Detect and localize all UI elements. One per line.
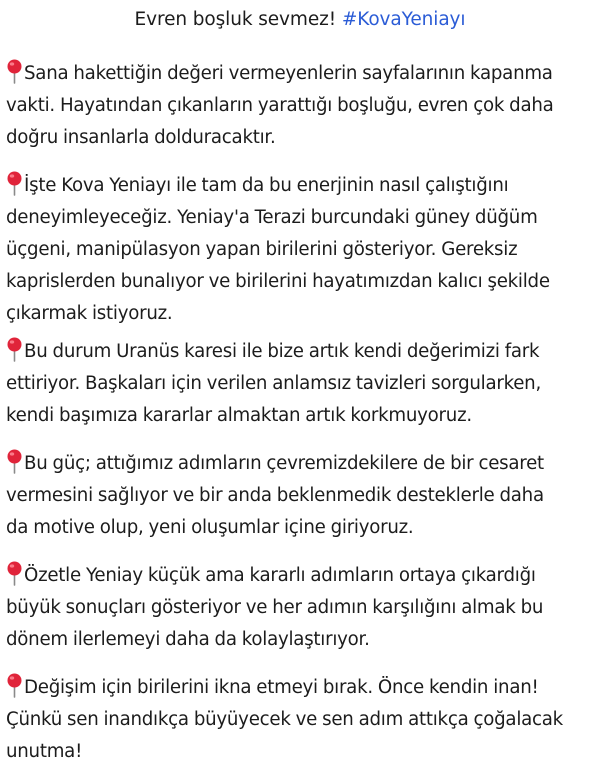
- paragraph-line: [6, 58, 596, 90]
- line-text: dönem ilerlemeyi daha da kolaylaştırıyor.: [6, 629, 370, 650]
- bullet-paragraph: [6, 448, 596, 544]
- paragraph-line: [6, 624, 596, 656]
- line-text: unutma!: [6, 741, 83, 762]
- paragraph-line: [6, 202, 596, 234]
- paragraph-line: [6, 170, 596, 202]
- bullet-paragraph: [6, 560, 596, 656]
- line-text: İşte Kova Yeniayı ile tam da bu enerjinin nasıl çalıştığını: [24, 175, 509, 196]
- round-pushpin-icon: [6, 449, 23, 474]
- paragraph-line: [6, 512, 596, 544]
- line-text: Sana hakettiğin değeri vermeyenlerin sayfalarının kapanma: [24, 63, 553, 84]
- paragraph-line: [6, 672, 596, 704]
- line-text: Bu durum Uranüs karesi ile bize artık kendi değerimizi fark: [24, 341, 540, 362]
- paragraph-line: [6, 704, 596, 736]
- round-pushpin-icon: [6, 673, 23, 698]
- line-text: ettiriyor. Başkaları için verilen anlamsız tavizleri sorgularken,: [6, 373, 541, 394]
- line-text: büyük sonuçları gösteriyor ve her adımın karşılığını almak bu: [6, 597, 544, 618]
- line-text: kendi başımıza kararlar almaktan artık korkmuyoruz.: [6, 405, 472, 426]
- hashtag-link[interactable]: #KovaYeniayı: [341, 9, 466, 30]
- line-text: üçgeni, manipülasyon yapan birilerini gösteriyor. Gereksiz: [6, 239, 518, 260]
- line-text: da motive olup, yeni oluşumlar içine giriyoruz.: [6, 517, 414, 538]
- line-text: Bu güç; attığımız adımların çevremizdekilere de bir cesaret: [24, 453, 544, 474]
- bullet-paragraph: [6, 170, 596, 330]
- line-text: çıkarmak istiyoruz.: [6, 303, 173, 324]
- paragraph-line: [6, 298, 596, 330]
- line-text: Özetle Yeniay küçük ama kararlı adımların ortaya çıkardığı: [24, 565, 536, 586]
- paragraph-line: [6, 736, 596, 768]
- round-pushpin-icon: [6, 59, 23, 84]
- paragraph-line: [6, 592, 596, 624]
- paragraph-line: [6, 368, 596, 400]
- post-title: [6, 4, 594, 36]
- bullet-paragraph: [6, 58, 596, 154]
- round-pushpin-icon: [6, 171, 23, 196]
- round-pushpin-icon: [6, 561, 23, 586]
- line-text: kaprislerden bunalıyor ve birilerini hayatımızdan kalıcı şekilde: [6, 271, 550, 292]
- line-text: vermesini sağlıyor ve bir anda beklenmedik desteklerle daha: [6, 485, 544, 506]
- bullet-paragraph: [6, 336, 596, 432]
- paragraph-line: [6, 480, 596, 512]
- line-text: deneyimleyeceğiz. Yeniay'a Terazi burcundaki güney düğüm: [6, 207, 538, 228]
- paragraph-line: [6, 448, 596, 480]
- title-text: Evren boşluk sevmez!: [134, 9, 342, 30]
- bullet-paragraph: [6, 672, 596, 768]
- round-pushpin-icon: [6, 337, 23, 362]
- paragraph-line: [6, 90, 596, 122]
- paragraph-line: [6, 560, 596, 592]
- paragraph-line: [6, 400, 596, 432]
- line-text: doğru insanlarla dolduracaktır.: [6, 127, 276, 148]
- paragraph-line: [6, 234, 596, 266]
- paragraph-line: [6, 122, 596, 154]
- paragraph-line: [6, 266, 596, 298]
- line-text: Çünkü sen inandıkça büyüyecek ve sen adım attıkça çoğalacak: [6, 709, 563, 730]
- line-text: vakti. Hayatından çıkanların yarattığı boşluğu, evren çok daha: [6, 95, 554, 116]
- line-text: Değişim için birilerini ikna etmeyi bırak. Önce kendin inan!: [24, 677, 539, 698]
- paragraph-line: [6, 336, 596, 368]
